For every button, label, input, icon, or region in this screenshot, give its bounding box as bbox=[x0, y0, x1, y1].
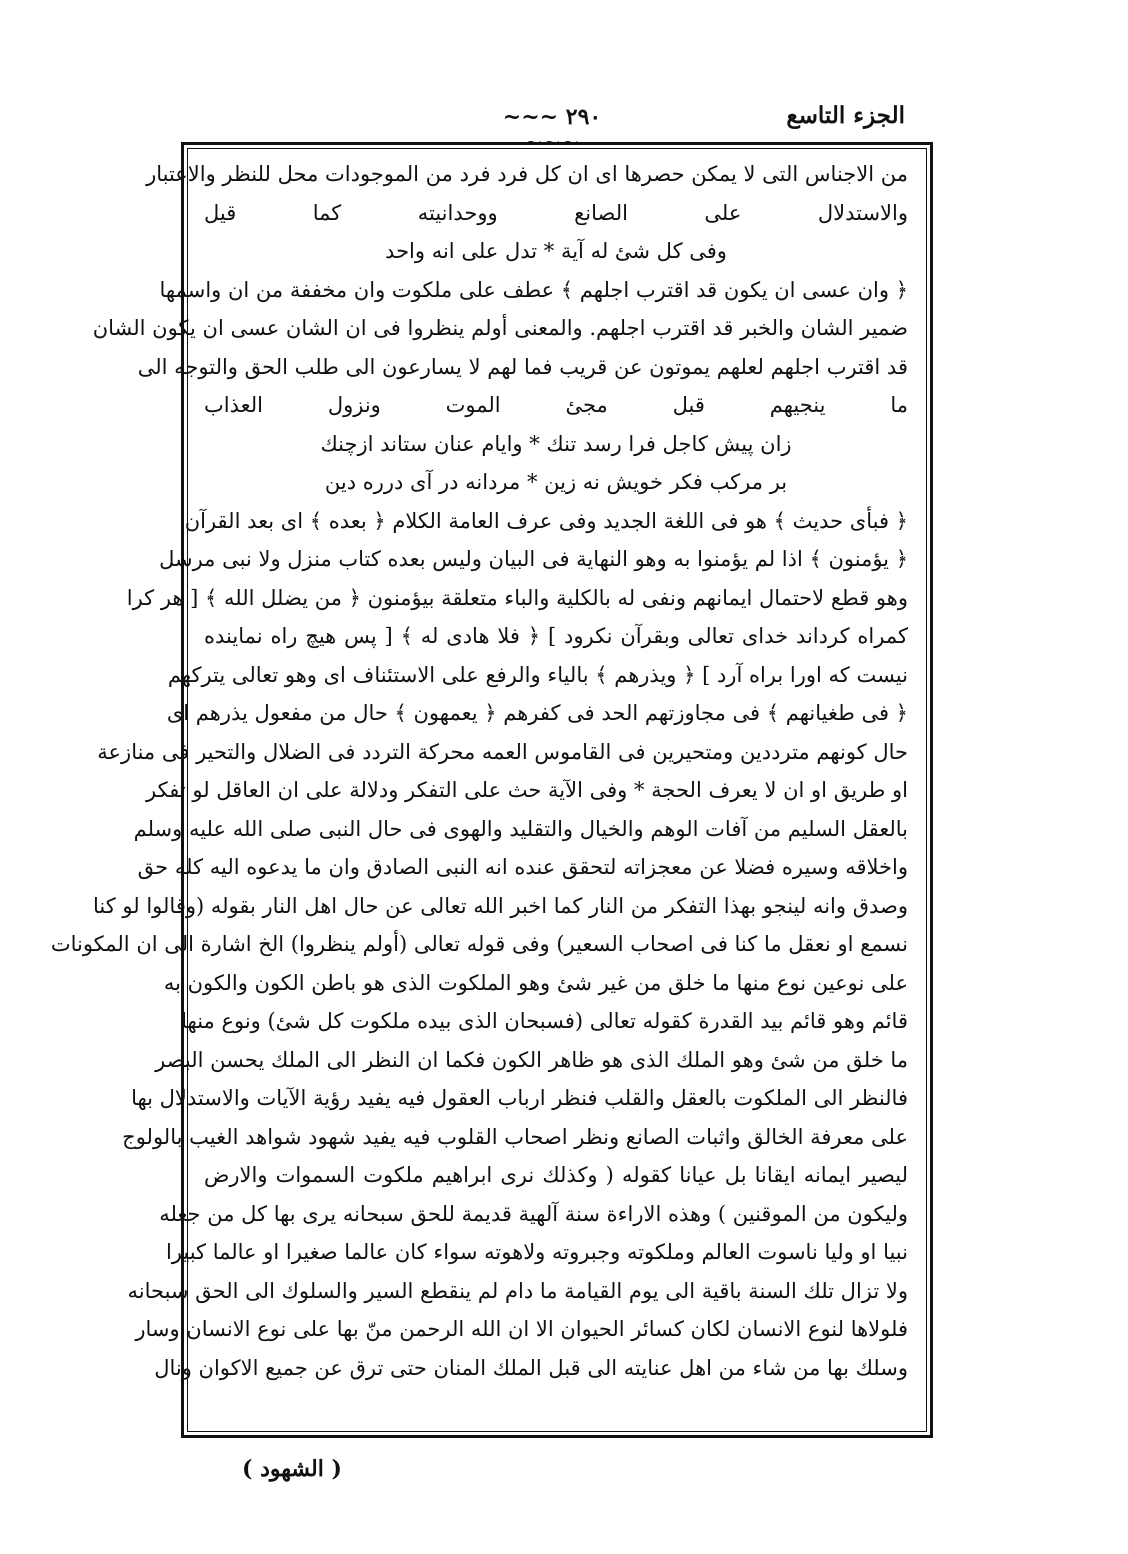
verse-line: زان پيش كاجل فرا رسد تنك * وايام عنان ستاند ازچنك bbox=[320, 431, 792, 456]
text-line: من الاجناس التى لا يمكن حصرها اى ان كل فرد فرد من الموجودات محل للنظر والاعتبار bbox=[146, 162, 908, 186]
page-header bbox=[185, 96, 905, 156]
text-line: ﴿ يؤمنون ﴾ اذا لم يؤمنوا به وهو النهاية فى البيان وليس بعده كتاب منزل ولا نبى مرسل bbox=[159, 547, 908, 571]
text-line: وهو قطع لاحتمال ايمانهم ونفى له بالكلية والباء متعلقة بيؤمنون ﴿ من يضلل الله ﴾ [ هر كرا bbox=[126, 585, 908, 610]
text-line: قائم وهو قائم بيد القدرة كقوله تعالى (فسبحان الذى بيده ملكوت كل شئ) ونوع منها bbox=[181, 1009, 908, 1033]
text-line: ضمير الشان والخبر قد اقترب اجلهم. والمعنى أولم ينظروا فى ان الشان عسى ان يكون الشان bbox=[92, 316, 908, 340]
text-line: نسمع او نعقل ما كنا فى اصحاب السعير) وفى قوله تعالى (أولم ينظروا) الخ اشارة الى ان المكونات bbox=[50, 932, 908, 956]
text-line: قد اقترب اجلهم لعلهم يموتون عن قريب فما لهم لا يسارعون الى طلب الحق والتوجه الى bbox=[137, 354, 908, 379]
text-line: او طريق او ان لا يعرف الحجة * وفى الآية حث على التفكر ودلالة على ان العاقل لو تفكر bbox=[146, 778, 908, 802]
text-line: ﴿ فى طغيانهم ﴾ فى مجاوزتهم الحد فى كفرهم ﴿ يعمهون ﴾ حال من مفعول يذرهم اى bbox=[166, 701, 908, 725]
verse-line: وفى كل شئ له آية * تدل على انه واحد bbox=[385, 239, 727, 263]
text-line: وسلك بها من شاء من اهل عنايته الى قبل الملك المنان حتى ترق عن جميع الاكوان ونال bbox=[154, 1355, 908, 1380]
text-line: فلولاها لنوع الانسان لكان كسائر الحيوان الا ان الله الرحمن منّ بها على نوع الانسان وسار bbox=[135, 1317, 908, 1341]
text-line: ﴿ وان عسى ان يكون قد اقترب اجلهم ﴾ عطف على ملكوت وان مخففة من ان واسمها bbox=[159, 277, 908, 302]
verse-line: بر مركب فكر خويش نه زين * مردانه در آى درره دين bbox=[324, 470, 788, 494]
text-line: حال كونهم مترددين ومتحيرين فى القاموس العمه محركة التردد فى الضلال والتحير فى منازعة bbox=[97, 739, 908, 764]
part-title: الجزء التاسع bbox=[786, 102, 905, 129]
text-line: ﴿ فبأى حديث ﴾ هو فى اللغة الجديد وفى عرف العامة الكلام ﴿ بعده ﴾ اى بعد القرآن bbox=[184, 508, 908, 533]
text-line: على معرفة الخالق واثبات الصانع ونظر اصحاب القلوب فيه يفيد شهود شواهد الغيب بالولوج bbox=[122, 1124, 908, 1149]
text-line: نبيا او وليا ناسوت العالم وملكوته وجبروته ولاهوته سواء كان عالما صغيرا او عالما كبيرا bbox=[165, 1240, 908, 1264]
text-line: وصدق وانه لينجو بهذا التفكر من النار كما اخبر الله تعالى عن حال اهل النار بقوله (وقالوا لو كنا bbox=[93, 893, 908, 918]
page-number: ~~~ ٢٩٠ ~~~ bbox=[502, 104, 602, 156]
text-line: فالنظر الى الملكوت بالعقل والقلب فنظر ارباب العقول فيه يفيد رؤية الآيات والاستدلال بها bbox=[131, 1086, 908, 1110]
body-text bbox=[50, 155, 908, 1387]
text-line: وليكون من الموقنين ) وهذه الاراءة سنة آلهية قديمة للحق سبحانه يرى بها كل من جعله bbox=[159, 1201, 908, 1226]
text-line: نيست كه اورا براه آرد ] ﴿ ويذرهم ﴾ بالياء والرفع على الاستئناف اى وهو تعالى يتركهم bbox=[167, 662, 908, 687]
text-line: ما خلق من شئ وهو الملك الذى هو ظاهر الكون فكما ان النظر الى الملك يحسن البصر bbox=[155, 1047, 908, 1072]
text-line: واخلاقه وسيره فضلا عن معجزاته لتحقق عنده انه النبى الصادق وان ما يدعوه اليه كله حق bbox=[137, 855, 908, 879]
text-line: ليصير ايمانه ايقانا بل عيانا كقوله ( وكذلك نرى ابراهيم ملكوت السموات والارض bbox=[204, 1163, 908, 1187]
text-line: على نوعين نوع منها ما خلق من غير شئ وهو الملكوت الذى هو باطن الكون والكون به bbox=[163, 970, 908, 995]
text-line: ولا تزال تلك السنة باقية الى يوم القيامة ما دام لم ينقطع السير والسلوك الى الحق سبحانه bbox=[127, 1278, 908, 1303]
text-frame bbox=[50, 142, 933, 1438]
text-line: بالعقل السليم من آفات الوهم والخيال والتقليد والهوى فى حال النبى صلى الله عليه وسلم bbox=[133, 816, 908, 841]
text-line: كمراه كرداند خداى تعالى وبقرآن نكرود ] ﴿ فلا هادى له ﴾ [ پس هيچ راه نماينده bbox=[204, 624, 908, 648]
text-line: ما ينجيهم قبل مجئ الموت ونزول العذاب bbox=[204, 393, 908, 417]
text-line: والاستدلال على الصانع ووحدانيته كما قيل bbox=[204, 200, 908, 225]
catchword: ( الشهود ) bbox=[242, 1456, 342, 1482]
